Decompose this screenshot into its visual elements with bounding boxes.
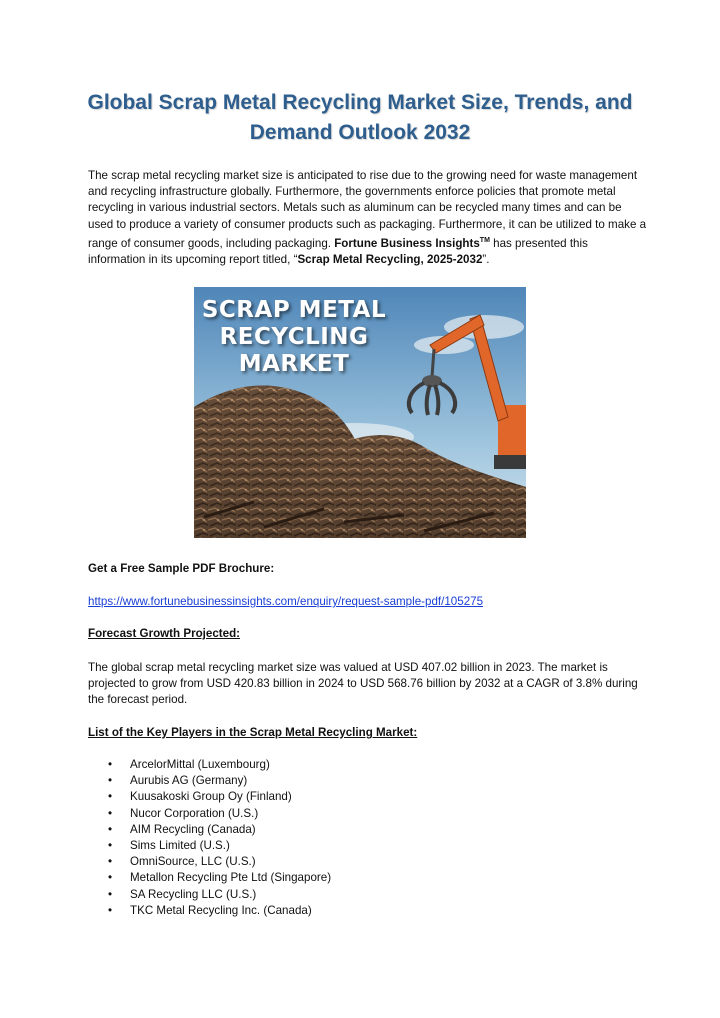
list-item: • ArcelorMittal (Luxembourg) [88,757,331,773]
forecast-heading: Forecast Growth Projected: [88,627,241,640]
key-players-heading: List of the Key Players in the Scrap Metal Recycling Market: [88,726,418,739]
list-item: • Aurubis AG (Germany) [88,773,331,789]
key-players-list [88,757,331,919]
hero-heading-line-3: MARKET [238,351,350,377]
list-item: • Kuusakoski Group Oy (Finland) [88,789,331,805]
hero-heading-line-1: SCRAP METAL [201,297,387,323]
list-item: • Sims Limited (U.S.) [88,838,331,854]
trademark-mark: TM [479,236,490,244]
market-hero-image [194,287,526,538]
title-line-2: Demand Outlook 2032 [249,121,471,144]
report-title: Scrap Metal Recycling, 2025-2032 [297,252,483,266]
list-item: • AIM Recycling (Canada) [88,822,331,838]
intro-end-text: ”. [482,252,490,266]
forecast-paragraph: The global scrap metal recycling market size was valued at USD 407.02 billion in 2023. The market is projected to grow from USD 420.83 billion in 2024 to USD 568.76 billion by 2032 at a CAGR of 3.8% during the forecast period. [88,661,638,707]
intro-text: The scrap metal recycling market size is anticipated to rise due to the growing need for waste management and recycling infrastructure globally. Furthermore, the governments enforce policies that promote metal recycling in various industrial sectors. Metals such as aluminum can be recycled many times and can be used to produce a variety of consumer products such as packaging. Furthermore, it can be utilized to make a range of consumer goods, including packaging. [88,169,647,250]
list-item: • Metallon Recycling Pte Ltd (Singapore) [88,870,331,886]
hero-heading [194,297,394,378]
list-item: • SA Recycling LLC (U.S.) [88,887,331,903]
list-item: • OmniSource, LLC (U.S.) [88,854,331,870]
hero-heading-line-2: RECYCLING [219,324,369,350]
sample-brochure-label: Get a Free Sample PDF Brochure: [88,562,275,575]
intro-paragraph [88,168,648,268]
list-item: • TKC Metal Recycling Inc. (Canada) [88,903,331,919]
list-item: • Nucor Corporation (U.S.) [88,806,331,822]
page-title [60,88,660,148]
title-line-1: Global Scrap Metal Recycling Market Size, Trends, and [87,91,633,114]
intro-mid-text: has presented this information in its upcoming report titled, “ [88,236,588,266]
sample-pdf-link[interactable]: https://www.fortunebusinessinsights.com/enquiry/request-sample-pdf/105275 [88,595,484,608]
brand-name: Fortune Business Insights [334,236,480,250]
